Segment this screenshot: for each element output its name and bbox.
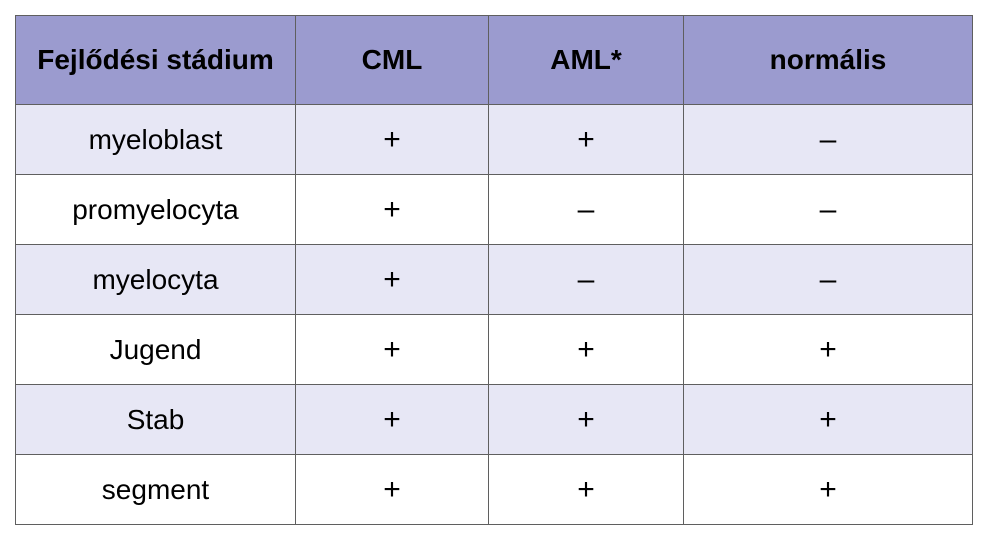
- stage-cell: promyelocyta: [16, 175, 296, 245]
- stage-cell: myeloblast: [16, 105, 296, 175]
- table-row: [16, 455, 973, 525]
- normal-cell: +: [684, 315, 973, 385]
- cml-cell: +: [296, 175, 489, 245]
- header-stage: Fejlődési stádium: [16, 16, 296, 105]
- normal-cell: +: [684, 385, 973, 455]
- aml-cell: +: [489, 455, 684, 525]
- normal-cell: –: [684, 105, 973, 175]
- header-row: [16, 16, 973, 105]
- table-row: [16, 315, 973, 385]
- aml-cell: –: [489, 175, 684, 245]
- table-row: [16, 385, 973, 455]
- cml-cell: +: [296, 105, 489, 175]
- table-row: [16, 245, 973, 315]
- stage-cell: segment: [16, 455, 296, 525]
- normal-cell: +: [684, 455, 973, 525]
- stage-cell: Jugend: [16, 315, 296, 385]
- table-row: [16, 175, 973, 245]
- cml-cell: +: [296, 455, 489, 525]
- stage-cell: myelocyta: [16, 245, 296, 315]
- table-wrapper: [15, 15, 972, 524]
- normal-cell: –: [684, 245, 973, 315]
- normal-cell: –: [684, 175, 973, 245]
- aml-cell: +: [489, 315, 684, 385]
- cml-cell: +: [296, 245, 489, 315]
- header-cml: CML: [296, 16, 489, 105]
- stage-cell: Stab: [16, 385, 296, 455]
- aml-cell: –: [489, 245, 684, 315]
- table-row: [16, 105, 973, 175]
- development-stage-table: [15, 15, 973, 525]
- cml-cell: +: [296, 315, 489, 385]
- header-aml: AML*: [489, 16, 684, 105]
- cml-cell: +: [296, 385, 489, 455]
- header-normal: normális: [684, 16, 973, 105]
- aml-cell: +: [489, 385, 684, 455]
- aml-cell: +: [489, 105, 684, 175]
